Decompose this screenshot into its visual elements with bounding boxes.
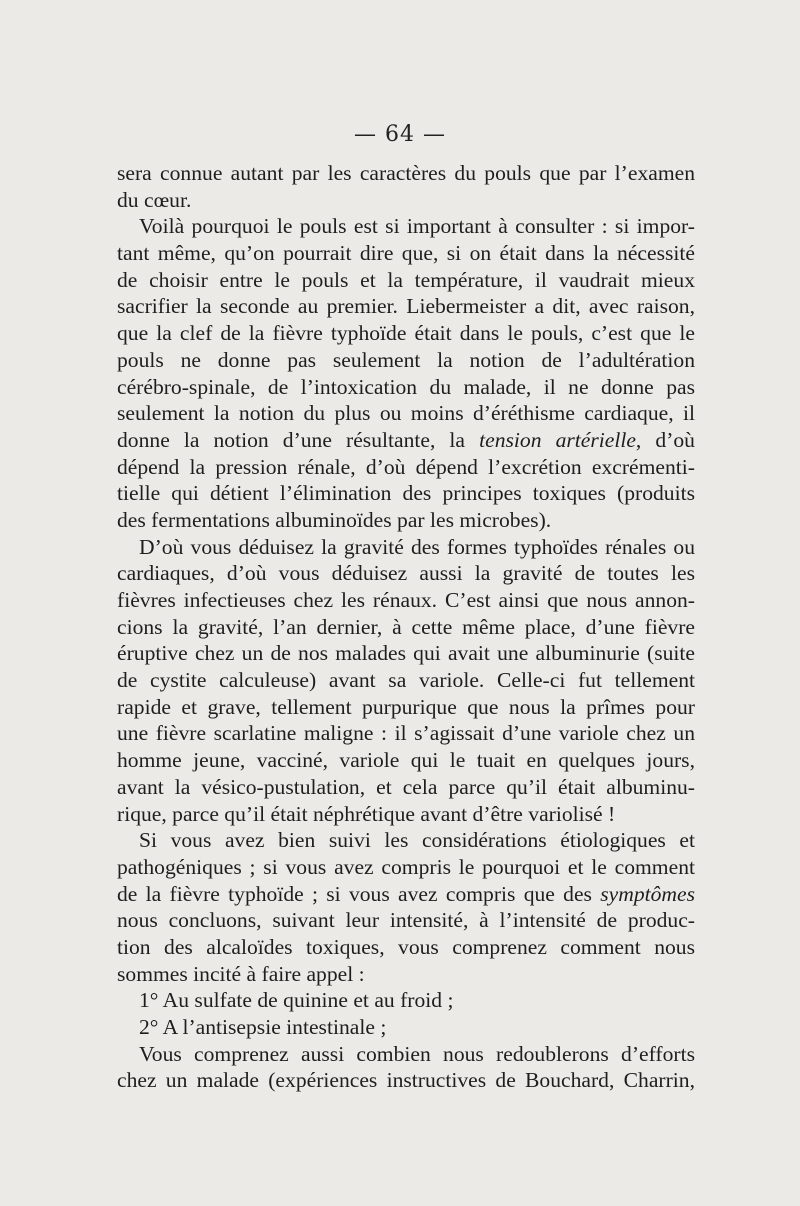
text-line <box>117 427 695 454</box>
text-line: rapide et grave, tellement purpurique que nous la prîmes pour <box>117 694 695 719</box>
text-line <box>117 881 695 908</box>
text-segment: donne la notion d’une résultante, la <box>117 427 480 452</box>
text-line: D’où vous déduisez la gravité des formes typhoïdes rénales ou <box>139 534 695 559</box>
text-line: éruptive chez un de nos malades qui avait une albuminurie (suite <box>117 641 695 666</box>
text-line: Voilà pourquoi le pouls est si important à consulter : si impor- <box>139 214 695 239</box>
text-line: de cystite calculeuse) avant sa variole. Celle-ci fut tellement <box>117 668 695 693</box>
text-line: tant même, qu’on pourrait dire que, si on était dans la nécessité <box>117 241 695 266</box>
text-line: du cœur. <box>117 187 192 212</box>
italic-term: symptômes <box>600 881 695 906</box>
text-line: seulement la notion du plus ou moins d’éréthisme cardiaque, il <box>117 401 695 426</box>
text-line: une fièvre scarlatine maligne : il s’agissait d’une variole chez un <box>117 721 695 746</box>
text-line: dépend la pression rénale, d’où dépend l’excrétion excrémenti- <box>117 454 695 479</box>
text-line: cions la gravité, l’an dernier, à cette même place, d’une fièvre <box>117 614 695 639</box>
text-line: cérébro-spinale, de l’intoxication du malade, il ne donne pas <box>117 374 695 399</box>
text-line: des fermentations albuminoïdes par les microbes). <box>117 507 552 532</box>
text-segment: , d’où <box>635 427 695 452</box>
text-line: nous concluons, suivant leur intensité, à l’intensité de produc- <box>117 908 695 933</box>
text-line: 2° A l’antisepsie intestinale ; <box>139 1015 387 1039</box>
text-line: rique, parce qu’il était néphrétique avant d’être variolisé ! <box>117 801 616 826</box>
page-number: — 64 — <box>354 122 446 147</box>
text-line: sommes incité à faire appel : <box>117 961 365 986</box>
text-line: fièvres infectieuses chez les rénaux. C’est ainsi que nous annon- <box>117 588 695 612</box>
text-line: sacrifier la seconde au premier. Liebermeister a dit, avec raison, <box>117 294 695 319</box>
text-line: 1° Au sulfate de quinine et au froid ; <box>139 988 454 1013</box>
text-line: cardiaques, d’où vous déduisez aussi la gravité de toutes les <box>117 561 695 586</box>
body-text <box>117 160 695 1094</box>
italic-term: tension artérielle <box>479 427 636 452</box>
text-line: tielle qui détient l’élimination des principes toxiques (produits <box>117 481 695 506</box>
text-line: homme jeune, vacciné, variole qui le tuait en quelques jours, <box>117 748 695 773</box>
text-line: pouls ne donne pas seulement la notion de l’adultération <box>117 347 695 372</box>
text-line: que la clef de la fièvre typhoïde était dans le pouls, c’est que le <box>117 321 695 346</box>
text-line: tion des alcaloïdes toxiques, vous comprenez comment nous <box>117 934 695 959</box>
text-line: Vous comprenez aussi combien nous redoublerons d’efforts <box>139 1041 695 1066</box>
text-line: avant la vésico-pustulation, et cela parce qu’il était albuminu- <box>117 774 695 799</box>
text-line: Si vous avez bien suivi les considérations étiologiques et <box>139 828 695 853</box>
text-line: de choisir entre le pouls et la température, il vaudrait mieux <box>117 267 695 292</box>
text-line: pathogéniques ; si vous avez compris le pourquoi et le comment <box>117 854 695 879</box>
text-segment: de la fièvre typhoïde ; si vous avez compris que des <box>117 881 601 906</box>
text-line: sera connue autant par les caractères du pouls que par l’examen <box>117 161 695 185</box>
text-line: chez un malade (expériences instructives de Bouchard, Charrin, <box>117 1068 695 1093</box>
